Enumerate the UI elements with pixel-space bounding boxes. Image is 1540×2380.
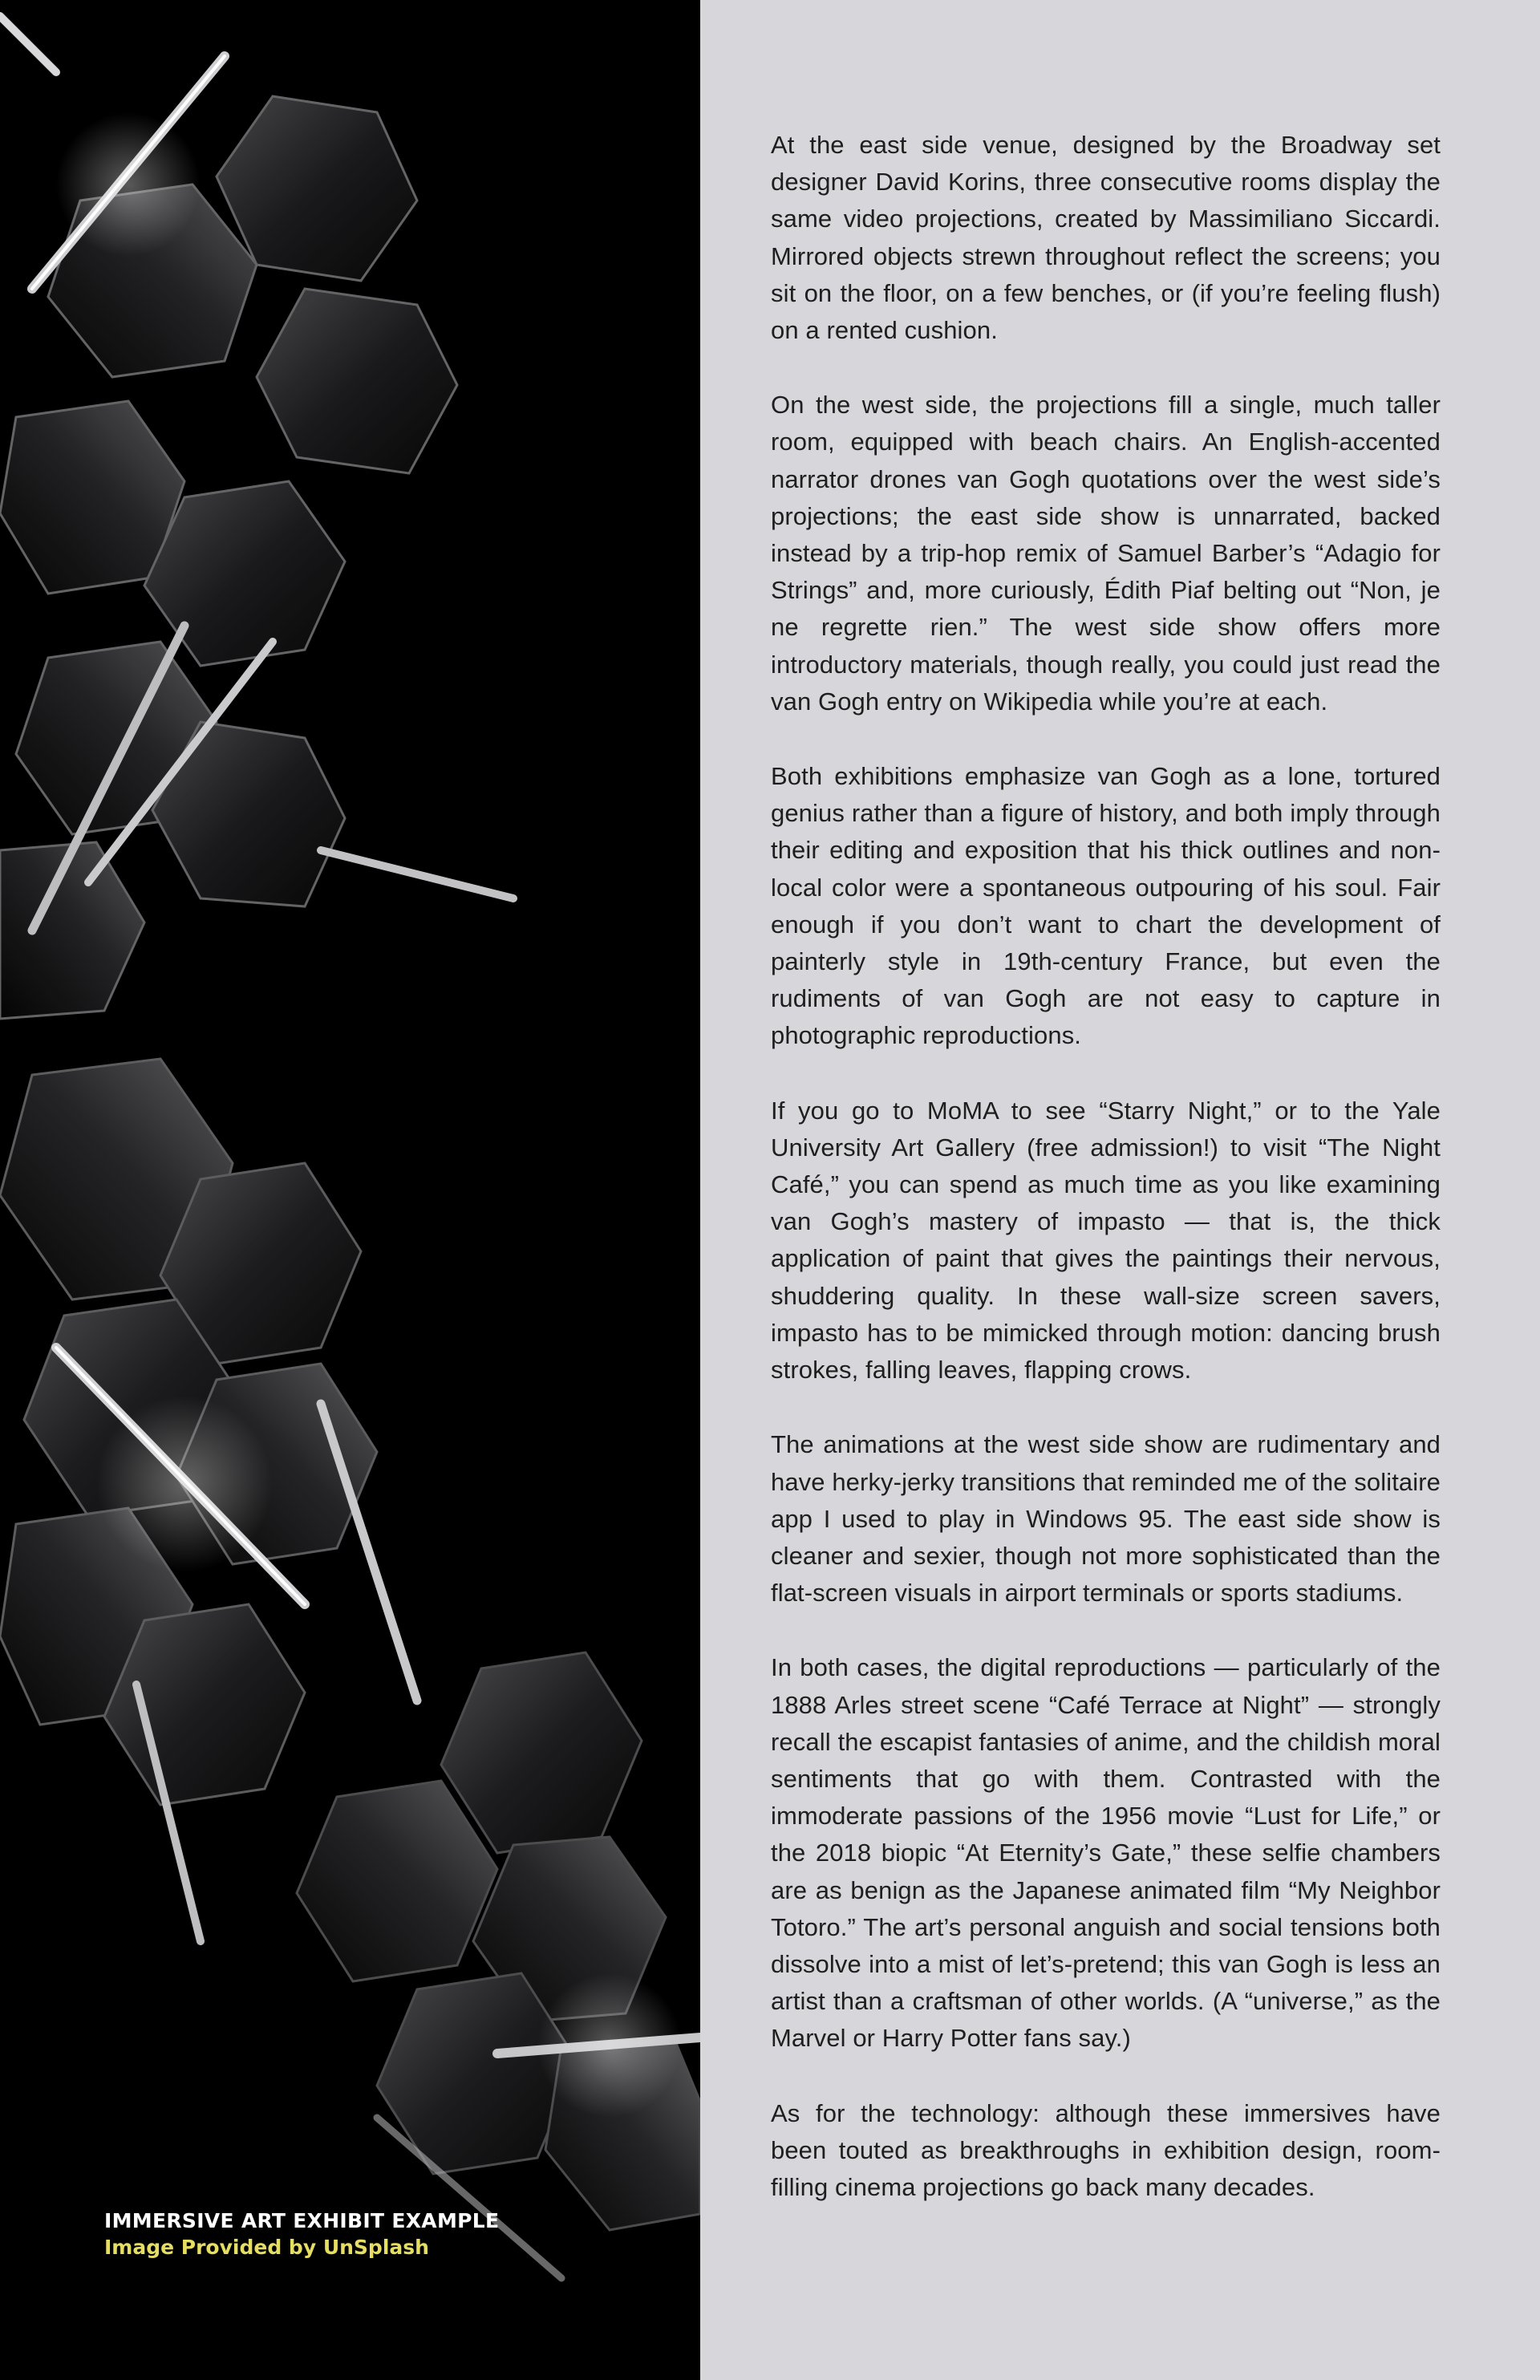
article-paragraph: Both exhibitions emphasize van Gogh as a lone, tortured genius rather than a figure of history, and both imply through their editing and exposition that his thick outlines and non-local color were a spontaneous outpouring of his soul. Fair enough if you don’t want to chart the development of painterly style in 19th-century France, but even the rudiments of van Gogh are not easy to capture in photographic reproductions. xyxy=(771,762,1441,1050)
article-paragraph: In both cases, the digital reproductions — particularly of the 1888 Arles street scene “Café Terrace at Night” — strongly recall the escapist fantasies of anime, and the childish moral sentiments that go with them. Contrasted with the immoderate passions of the 1956 movie “Lust for Life,” or the 2018 biopic “At Eternity’s Gate,” these selfie chambers are as benign as the Japanese animated film “My Neighbor Totoro.” The art’s personal anguish and social tensions both dissolve into a mist of let’s-pretend; this van Gogh is less an artist than a craftsman of other worlds. (A “universe,” as the Marvel or Harry Potter fans say.) xyxy=(771,1653,1441,2053)
article-paragraph: If you go to MoMA to see “Starry Night,” or to the Yale University Art Gallery (free admission!) to visit “The Night Café,” you can spend as much time as you like examining van Gogh’s mastery of impasto — that is, the thick application of paint that gives the paintings their nervous, shuddering quality. In these wall-size screen savers, impasto has to be mimicked through motion: dancing brush strokes, falling leaves, flapping crows. xyxy=(771,1096,1441,1385)
caption-title: IMMERSIVE ART EXHIBIT EXAMPLE xyxy=(104,2209,500,2232)
exhibit-photo-artwork xyxy=(0,0,700,2380)
article-paragraph: On the west side, the projections fill a single, much taller room, equipped with beach chairs. An English-accented narrator drones van Gogh quotations over the west side’s projections; the east side show is unnarrated, backed instead by a trip-hop remix of Samuel Barber’s “Adagio for Strings” and, more curiously, Édith Piaf belting out “Non, je ne regrette rien.” The west side show offers more introductory materials, though really, you could just read the van Gogh entry on Wikipedia while you’re at each. xyxy=(771,391,1441,716)
photo-caption xyxy=(104,2208,499,2260)
article-paragraph: The animations at the west side show are rudimentary and have herky-jerky transitions that reminded me of the solitaire app I used to play in Windows 95. The east side show is cleaner and sexier, though not more sophisticated than the flat-screen visuals in airport terminals or sports stadiums. xyxy=(771,1430,1441,1608)
caption-credit: Image Provided by UnSplash xyxy=(104,2236,429,2259)
article-body xyxy=(700,0,1540,2380)
article-paragraph: At the east side venue, designed by the Broadway set designer David Korins, three consecutive rooms display the same video projections, created by Massimiliano Siccardi. Mirrored objects strewn throughout reflect the screens; you sit on the floor, on a few benches, or (if you’re feeling flush) on a rented cushion. xyxy=(771,131,1441,345)
exhibit-photo xyxy=(0,0,700,2380)
article-paragraph: As for the technology: although these immersives have been touted as breakthroughs in exhibition design, room-filling cinema projections go back many decades. xyxy=(771,2098,1441,2201)
